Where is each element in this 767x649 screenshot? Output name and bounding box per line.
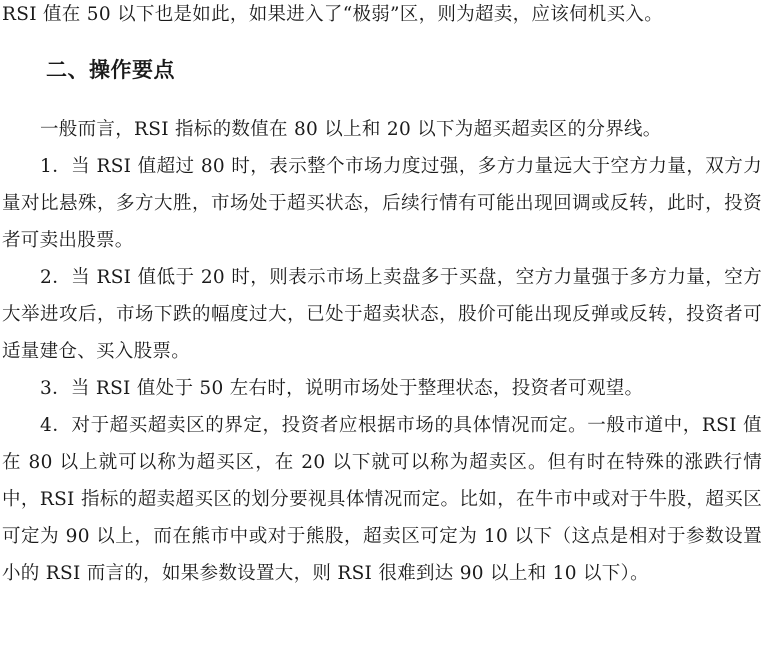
- paragraph-point-4: 4．对于超买超卖区的界定，投资者应根据市场的具体情况而定。一般市道中，RSI 值在 80 以上就可以称为超买区，在 20 以下就可以称为超卖区。但有时在特殊的涨跌行情中，RSI 指标的超卖超买区的划分要视具体情况而定。比如，在牛市中或对于牛股，超买区可定为 90 以上，而在熊市中或对于熊股，超卖区可定为 10 以下（这点是相对于参数设置小的 RSI 而言的，如果参数设置大，则 RSI 很难到达 90 以上和 10 以下）。: [2, 415, 762, 584]
- paragraph-point-3: 3．当 RSI 值处于 50 左右时，说明市场处于整理状态，投资者可观望。: [40, 378, 644, 399]
- body-text: [2, 111, 762, 592]
- intro-line: RSI 值在 50 以下也是如此，如果进入了“极弱”区，则为超卖，应该伺机买入。: [2, 4, 664, 25]
- paragraph-intro: 一般而言，RSI 指标的数值在 80 以上和 20 以下为超买超卖区的分界线。: [40, 119, 662, 140]
- paragraph-point-2: 2．当 RSI 值低于 20 时，则表示市场上卖盘多于买盘，空方力量强于多方力量，空方大举进攻后，市场下跌的幅度过大，已处于超卖状态，股价可能出现反弹或反转，投资者可适量建仓、买入股票。: [2, 267, 762, 362]
- paragraph-point-1: 1．当 RSI 值超过 80 时，表示整个市场力度过强，多方力量远大于空方力量，双方力量对比悬殊，多方大胜，市场处于超买状态，后续行情有可能出现回调或反转，此时，投资者可卖出股票。: [2, 156, 762, 251]
- section-heading: 二、操作要点: [46, 58, 175, 82]
